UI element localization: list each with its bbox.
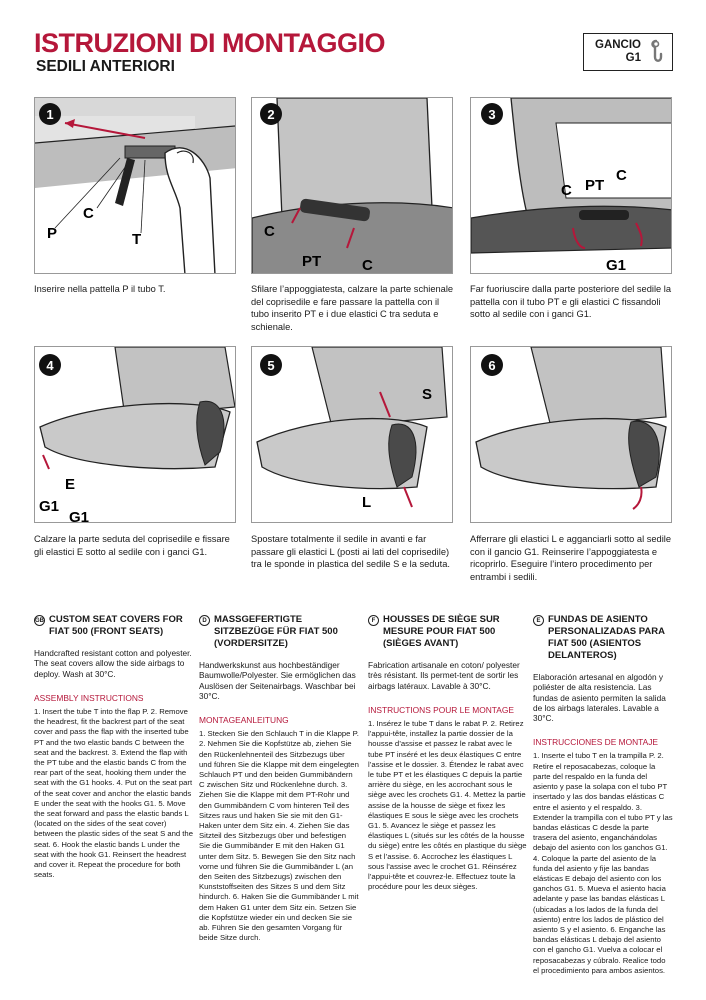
step-4-panel	[34, 346, 236, 523]
step-2-label-c2: C	[362, 257, 373, 274]
step-1-number: 1	[46, 107, 54, 122]
step-2-panel	[251, 97, 453, 274]
lang-header	[533, 614, 673, 662]
badge-text	[589, 39, 641, 65]
step-5-label-l: L	[362, 494, 372, 511]
lang-title: HOUSSES DE SIÈGE SUR MESURE POUR FIAT 500 (SIÈGES AVANT)	[383, 614, 500, 649]
lang-title: FUNDAS DE ASIENTO PERSONALIZADAS PARA FIAT 500 (ASIENTOS DELANTEROS)	[548, 614, 665, 661]
page-subtitle: SEDILI ANTERIORI	[36, 58, 175, 75]
instructions-heading: INSTRUCCIONES DE MONTAJE	[533, 737, 659, 748]
instructions-body: 1. Inserte el tubo T en la trampilla P. 2. Retire el reposacabezas, coloque la parte del respaldo en la funda del asiento y pase la solapa con el tubo PT insertado y las dos bandas elásticas C entre el asiento y el respaldo. 3. Extender la trampilla con el tubo PT y las bandas elásticas C desde la parte trasera del asiento, enganchándolas debajo del asiento con los ganchos G1. 4. Coloque la parte del asiento de la funda del asiento y fije las bandas elásticas E debajo del asiento con los ganchos G1. 5. Mueva el asiento hacia adelante y pase las bandas elásticas L (ubicadas a los lados de la funda del asiento) entre los lados de plástico del asiento S y el asiento. 6. Enganche las bandas elásticas L debajo del asiento con el gancho G1. Vuelva a colocar el reposacabezas y cúbralo. Realice todo el procedimiento para ambos asientos.	[533, 751, 673, 975]
step-3-panel	[470, 97, 672, 274]
lang-header	[34, 614, 194, 638]
step-2-label-c1: C	[264, 223, 275, 240]
lang-column-gb	[34, 614, 194, 880]
step-1-label-p: P	[47, 225, 58, 242]
instructions-body: 1. Insérez le tube T dans le rabat P. 2. Retirez l’appui-tête, installez la partie dossier de la housse d’assise et passez le rabat avec le tube PT inséré et les deux élastiques C entre l’assise et le dossier. 3. Étendez le rabat avec le tube PT et les élastiques C depuis la partie arrière du siège, en les accrochant sous le siège avec les crochets G1. 4. Mettez la partie assise de la housse de siège et fixez les élastiques E sous le siège avec les crochets G1. 5. Avancez le siège et passez les élastiques L (situés sur les côtés de la housse du siège) entre les côtés en plastique du siège S et l’assise. 6. Accrochez les élastiques L sous l’assise avec le crochet G1. Réinsérez l’appui-tête et couvrez-le. Effectuez toute la procédure pour les deux sièges.	[368, 718, 527, 892]
lang-intro: Fabrication artisanale en coton/ polyester très résistant. Ils permet-tent de sortir les airbags latéraux. Lavable à 30°C.	[368, 660, 520, 691]
step-4-caption: Calzare la parte seduta del coprisedile e fissare gli elastici E sotto al sedile con i ganci G1.	[34, 534, 230, 557]
instructions-heading: INSTRUCTIONS POUR LE MONTAGE	[368, 704, 514, 715]
badge-line1: GANCIO	[595, 39, 641, 51]
step-3-label-g1: G1	[606, 257, 627, 274]
step-1-caption: Inserire nella pattella P il tubo T.	[34, 284, 166, 294]
step-6-caption: Afferrare gli elastici L e agganciarli sotto al sedile con il gancio G1. Reinserire l’appoggiatesta e ricoprirlo. Eseguire l’intero procedimento per entrambi i sedili.	[470, 534, 672, 582]
instructions-heading: MONTAGEANLEITUNG	[199, 715, 289, 726]
lang-column-f	[368, 614, 528, 892]
lang-header	[199, 614, 359, 650]
step-3-number: 3	[488, 107, 496, 122]
step-5-label-s: S	[422, 386, 433, 403]
step-1-label-t: T	[132, 231, 142, 248]
step-3-caption: Far fuoriuscire dalla parte posteriore del sedile la pattella con il tubo PT e gli elastici C fissandoli sotto al sedile con i ganci G1.	[470, 284, 672, 319]
lang-title: MASSGEFERTIGTE SITZBEZÜGE FÜR FIAT 500 (VORDERSITZE)	[214, 614, 338, 649]
step-2-caption: Sfilare l’appoggiatesta, calzare la parte schienale del coprisedile e fare passare la pattella con il tubo inserito PT e i due elastici C tra seduta e schienale.	[251, 284, 454, 332]
hook-icon	[647, 39, 665, 65]
step-4-label-e: E	[65, 476, 76, 493]
step-4-label-g1b: G1	[69, 509, 90, 523]
step-5-number: 5	[267, 358, 275, 373]
instructions-body: 1. Insert the tube T into the flap P. 2. Remove the headrest, fit the backrest part of the seat cover and pass the flap with the inserted tube PT and the two elastic bands C between the seat and the backrest. 3. Extend the flap with the PT tube and the elastic bands C from the rear part of the seat, hooking them under the seat with the G1 hooks. 4. Put on the seat part of the seat cover and anchor the elastic bands E under the seat with the hooks G1. 5. Move the seat forward and pass the elastic bands L (located on the sides of the seat cover) between the plastic sides of the seat S and the seat. 6. Hook the elastic bands L under the seat with the hook G1. Reinsert the headrest and cover it. Repeat the procedure for both seats.	[34, 706, 193, 880]
step-2-number: 2	[267, 107, 275, 122]
step-4-number: 4	[46, 358, 54, 373]
lang-code-badge: E	[533, 615, 544, 626]
step-1-label-c: C	[83, 205, 94, 222]
step-5-caption: Spostare totalmente il sedile in avanti e far passare gli elastici L (posti ai lati del coprisedile) tra le sponde in plastica del sedile S e la seduta.	[251, 534, 450, 569]
lang-code-badge: GB	[34, 615, 45, 626]
lang-header	[368, 614, 528, 650]
lang-intro: Handcrafted resistant cotton and polyester. The seat covers allow the side airbags to deploy. Wash at 30°C.	[34, 648, 192, 679]
step-1-panel	[34, 97, 236, 274]
page-title: ISTRUZIONI DI MONTAGGIO	[34, 28, 385, 58]
lang-title: CUSTOM SEAT COVERS FOR FIAT 500 (FRONT SEATS)	[49, 614, 183, 637]
lang-code-badge: D	[199, 615, 210, 626]
step-6-panel	[470, 346, 672, 523]
step-3-label-c2: C	[616, 167, 627, 184]
step-3-label-c1: C	[561, 182, 572, 199]
lang-column-d	[199, 614, 359, 943]
instructions-body: 1. Stecken Sie den Schlauch T in die Klappe P. 2. Nehmen Sie die Kopfstütze ab, ziehen Sie den Rückenlehnenteil des Sitzbezugs über und führen Sie die Klappe mit dem eingelegten Schlauch PT und den beiden Gummibändern C zwischen Sitz und Rückenlehne durch. 3. Ziehen Sie die Klappe mit dem PT-Rohr und den Gummibändern C vom hinteren Teil des Sitzes raus und haken Sie sie mit den G1-Haken unter dem Sitz ein. 4. Ziehen Sie das Sitzteil des Sitzbezugs über und befestigen Sie die Gummibänder E mit den Haken G1 unter dem Sitz. 5. Bewegen Sie den Sitz nach vorne und führen Sie die Gummibänder L (an den Seiten des Sitzbezugs) zwischen den Kunststoffseiten des Sitzes S und dem Sitz hindurch. 6. Haken Sie die Gummibänder L mit dem Haken G1 unter dem Sitz ein. Setzen Sie die Kopfstütze wieder ein und decken Sie sie ab. Führen Sie den gesamten Vorgang für beide Sitze durch.	[199, 729, 359, 943]
step-5-panel	[251, 346, 453, 523]
instructions-heading: ASSEMBLY INSTRUCTIONS	[34, 692, 144, 703]
hook-badge	[583, 33, 673, 71]
step-2-label-pt: PT	[302, 253, 322, 270]
badge-line2: G1	[625, 52, 641, 64]
lang-column-e	[533, 614, 673, 976]
lang-intro: Handwerkskunst aus hochbeständiger Baumwolle/Polyester. Sie ermöglichen das Auslösen der Seitenairbags. Waschbar bei 30°C.	[199, 660, 356, 701]
step-6-number: 6	[488, 358, 496, 373]
step-3-label-pt: PT	[585, 177, 605, 194]
lang-code-badge: F	[368, 615, 379, 626]
step-4-label-g1a: G1	[39, 498, 60, 515]
lang-intro: Elaboración artesanal en algodón y poliéster de alta resistencia. Las fundas de asiento permiten la salida de los airbags laterales. Lavable a 30°C.	[533, 672, 666, 724]
